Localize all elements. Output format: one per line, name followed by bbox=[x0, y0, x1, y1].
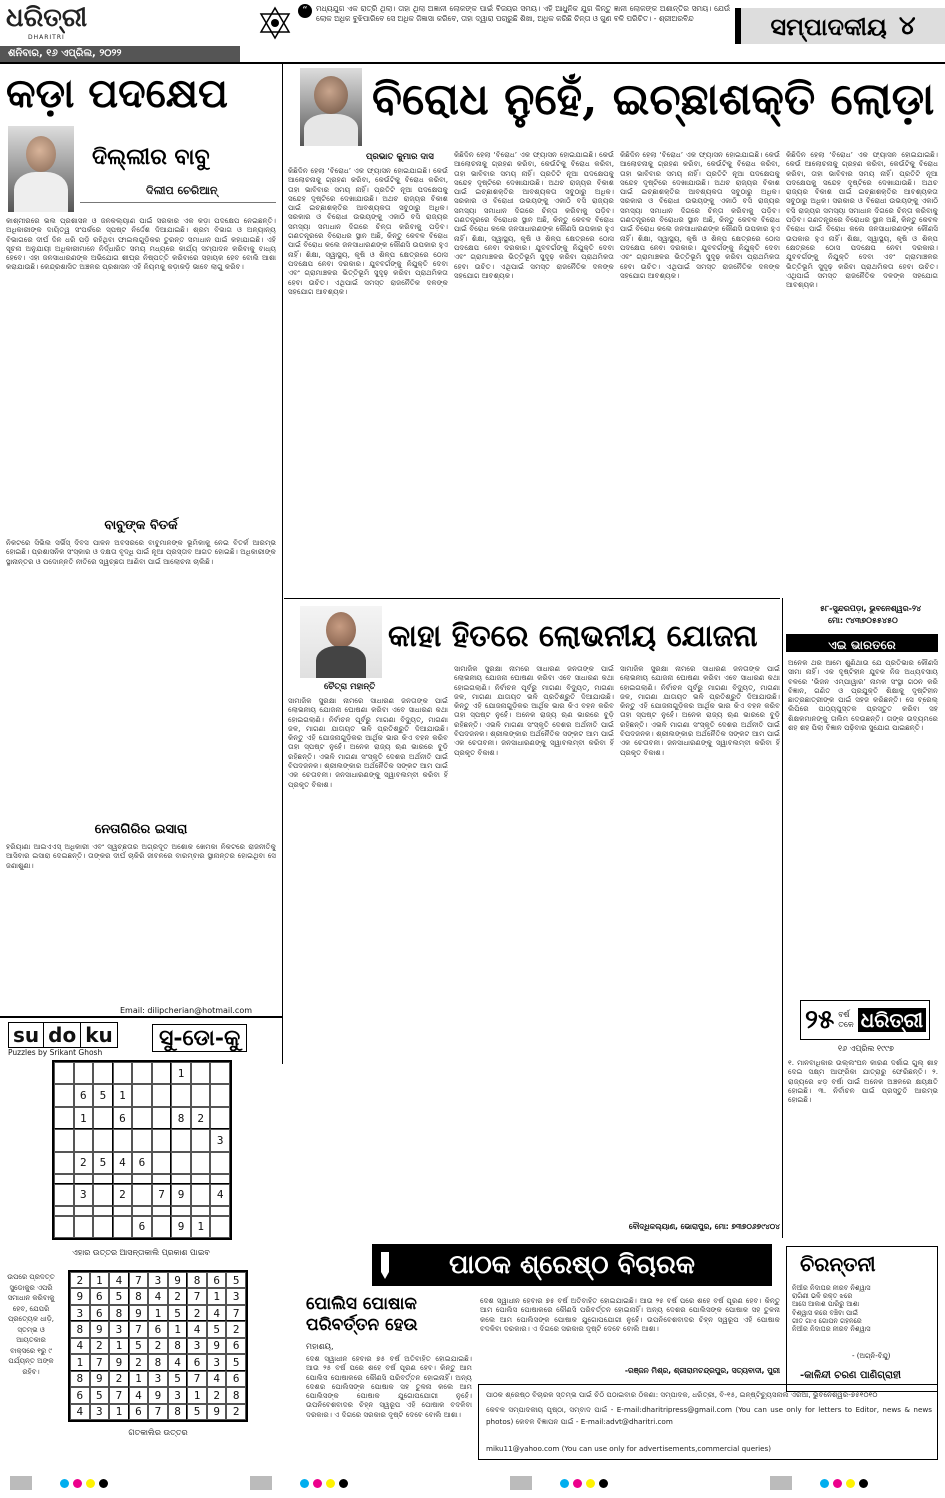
sudoku-cell bbox=[152, 1174, 172, 1183]
solution-cell: 8 bbox=[148, 1354, 168, 1370]
registration-swatch bbox=[73, 1479, 82, 1488]
ei-bharatare-title: ଏଇ ଭାରତରେ bbox=[828, 638, 896, 652]
registration-gray-bar bbox=[10, 1476, 32, 1490]
solution-cell: 8 bbox=[187, 1272, 207, 1288]
lead-headline: ବିରୋଧ ନୁହେଁ, ଇଚ୍ଛାଶକ୍ତି ଲୋଡ଼ା bbox=[372, 74, 935, 125]
sudoku-cell bbox=[191, 1129, 211, 1151]
sudoku-cell bbox=[171, 1206, 191, 1215]
lead-body-col-4: କିଛିଦିନ ହେଲା ‘ବିରୋଧ’ ଏକ ଫ୍ୟାସନ ହୋଇଯାଇଛି। କେଉଁ ଆଲୋଚନାକୁ ଗ୍ରହଣ କରିବା, କେଉଁଟିକୁ ବିରୋଧ କରିବା, ତାହା ଭାବିବାର ସମୟ ନାହିଁ। ପ୍ରତିଟି ନୂଆ ପଦକ୍ଷେପକୁ ସନ୍ଦେହ ଦୃଷ୍ଟିରେ ଦେଖାଯାଉଛି। ଅଥଚ ରାଜ୍ୟର ବିକାଶ ପାଇଁ ଇଚ୍ଛାଶକ୍ତିର ଆବଶ୍ୟକତା ସବୁଠାରୁ ଅଧିକ। ସରକାର ଓ ବିରୋଧୀ ଉଭୟଙ୍କୁ ଏକାଠି ବସି ରାଜ୍ୟର ସମସ୍ୟା ସମାଧାନ ଦିଗରେ ଚିନ୍ତା କରିବାକୁ ପଡ଼ିବ। ଗଣତନ୍ତ୍ରରେ ବିରୋଧର ସ୍ଥାନ ଅଛି, କିନ୍ତୁ କେବଳ ବିରୋଧ ପାଇଁ ବିରୋଧ କଲେ ଜନସାଧାରଣଙ୍କ କୌଣସି ଉପକାର ହୁଏ ନାହିଁ। ଶିକ୍ଷା, ସ୍ୱାସ୍ଥ୍ୟ, କୃଷି ଓ ଶିଳ୍ପ କ୍ଷେତ୍ରରେ ଠୋସ ପଦକ୍ଷେପ ନେବା ଦରକାର। ଯୁବବର୍ଗଙ୍କୁ ନିଯୁକ୍ତି ଦେବା ଏବଂ ଗ୍ରାମାଞ୍ଚଳର ଭିତ୍ତିଭୂମି ସୁଦୃଢ଼ କରିବା ପ୍ରାଥମିକତା ହେବା ଉଚିତ। ଏଥିପାଇଁ ସମସ୍ତ ରାଜନୈତିକ ଦଳଙ୍କ ସହଯୋଗ ଆବଶ୍ୟକ। bbox=[786, 150, 938, 290]
sudoku-cell bbox=[152, 1062, 172, 1084]
masthead-rule bbox=[0, 62, 945, 64]
column-sub-2: ନେତାଗିରିର ଇସାରା bbox=[94, 822, 188, 837]
solution-cell: 4 bbox=[207, 1305, 227, 1321]
solution-cell: 2 bbox=[226, 1321, 246, 1337]
registration-swatch bbox=[586, 1479, 595, 1488]
sudoku-brand-su: su bbox=[8, 1022, 44, 1048]
date-bar bbox=[0, 46, 240, 62]
sudoku-cell bbox=[191, 1174, 211, 1183]
solution-cell: 4 bbox=[70, 1338, 90, 1354]
contact-line-1: ପାଠକ ଶ୍ରେଷ୍ଠ ବିଚାରକ ସ୍ତମ୍ଭ ପାଇଁ ଚିଠି ପଠାଇବାର ଠିକଣା: ସମ୍ପାଦକ, ଧରିତ୍ରୀ, ବି-୧୫, ଇନ୍‌ଷ୍ଟିଚ୍ୟୁସନାଲ ଏରିଆ, ଭୁବନେଶ୍ୱର-୭୫୧୦୧୦ bbox=[486, 1390, 878, 1399]
sudoku-cell: 4 bbox=[113, 1152, 133, 1174]
sudoku-cell bbox=[210, 1084, 230, 1106]
sudoku-cell bbox=[93, 1107, 113, 1129]
solution-cell: 8 bbox=[168, 1338, 188, 1354]
solution-cell: 4 bbox=[109, 1272, 129, 1288]
solution-cell: 2 bbox=[90, 1338, 110, 1354]
solution-cell: 4 bbox=[187, 1321, 207, 1337]
quote-mark-icon: “ bbox=[298, 4, 312, 18]
registration-gray-bar bbox=[510, 1476, 532, 1490]
registration-swatch bbox=[573, 1479, 582, 1488]
sudoku-solution-grid bbox=[68, 1270, 248, 1422]
sudoku-note: ଏହାର ଉତ୍ତର ଆସନ୍ତାକାଲି ପ୍ରକାଶ ପାଇବ bbox=[72, 1248, 210, 1257]
sudoku-cell bbox=[152, 1216, 172, 1238]
chirantani-poet: -କାଳିନ୍ଦୀ ଚରଣ ପାଣିଗ୍ରାହୀ bbox=[800, 1370, 901, 1381]
left-column bbox=[0, 66, 282, 1076]
sudoku-brand-ku: ku bbox=[81, 1022, 118, 1048]
sudoku-cell bbox=[74, 1062, 94, 1084]
solution-cell: 2 bbox=[226, 1404, 246, 1420]
solution-cell: 9 bbox=[109, 1354, 129, 1370]
solution-cell: 6 bbox=[226, 1371, 246, 1387]
solution-cell: 7 bbox=[187, 1371, 207, 1387]
solution-cell: 2 bbox=[109, 1371, 129, 1387]
left-column-divider bbox=[282, 64, 283, 1064]
sudoku-cell bbox=[113, 1174, 133, 1183]
sudoku-cell bbox=[132, 1084, 152, 1106]
sudoku-cell bbox=[54, 1206, 74, 1215]
ei-bharatare-body: ଅନେକ ଥର ଆମେ ଶୁଣିଥାଉ ଯେ ପ୍ରତିଭାର କୌଣସି ସୀମା ନାହିଁ। ଏକ ଦୃଷ୍ଟିହୀନ ଯୁବକ ନିଜ ଅଧ୍ୟବସାୟ ବଳରେ ‘ଭିଜନ ଏମ୍ପାୱାର’ ନାମକ ସଂସ୍ଥା ଗଠନ କରି ବିଜ୍ଞାନ, ଗଣିତ ଓ ପ୍ରଯୁକ୍ତି ଶିକ୍ଷାକୁ ଦୃଷ୍ଟିହୀନ ଛାତ୍ରଛାତ୍ରୀଙ୍କ ପାଇଁ ସହଜ କରିଛନ୍ତି। ସେ ବ୍ରେଲ୍ ଲିପିରେ ପାଠ୍ୟପୁସ୍ତକ ପ୍ରସ୍ତୁତ କରିବା ସହ ଶିକ୍ଷକମାନଙ୍କୁ ତାଲିମ ଦେଉଛନ୍ତି। ତାଙ୍କ ଉଦ୍ୟମରେ ଶହ ଶହ ପିଲା ବିଜ୍ଞାନ ପଢ଼ିବାର ସୁଯୋଗ ପାଇଛନ୍ତି। bbox=[788, 658, 938, 733]
sudoku-cell: 3 bbox=[74, 1184, 94, 1206]
sudoku-cell bbox=[74, 1216, 94, 1238]
lead-body-col-3: କିଛିଦିନ ହେଲା ‘ବିରୋଧ’ ଏକ ଫ୍ୟାସନ ହୋଇଯାଇଛି। କେଉଁ ଆଲୋଚନାକୁ ଗ୍ରହଣ କରିବା, କେଉଁଟିକୁ ବିରୋଧ କରିବା, ତାହା ଭାବିବାର ସମୟ ନାହିଁ। ପ୍ରତିଟି ନୂଆ ପଦକ୍ଷେପକୁ ସନ୍ଦେହ ଦୃଷ୍ଟିରେ ଦେଖାଯାଉଛି। ଅଥଚ ରାଜ୍ୟର ବିକାଶ ପାଇଁ ଇଚ୍ଛାଶକ୍ତିର ଆବଶ୍ୟକତା ସବୁଠାରୁ ଅଧିକ। ସରକାର ଓ ବିରୋଧୀ ଉଭୟଙ୍କୁ ଏକାଠି ବସି ରାଜ୍ୟର ସମସ୍ୟା ସମାଧାନ ଦିଗରେ ଚିନ୍ତା କରିବାକୁ ପଡ଼ିବ। ଗଣତନ୍ତ୍ରରେ ବିରୋଧର ସ୍ଥାନ ଅଛି, କିନ୍ତୁ କେବଳ ବିରୋଧ ପାଇଁ ବିରୋଧ କଲେ ଜନସାଧାରଣଙ୍କ କୌଣସି ଉପକାର ହୁଏ ନାହିଁ। ଶିକ୍ଷା, ସ୍ୱାସ୍ଥ୍ୟ, କୃଷି ଓ ଶିଳ୍ପ କ୍ଷେତ୍ରରେ ଠୋସ ପଦକ୍ଷେପ ନେବା ଦରକାର। ଯୁବବର୍ଗଙ୍କୁ ନିଯୁକ୍ତି ଦେବା ଏବଂ ଗ୍ରାମାଞ୍ଚଳର ଭିତ୍ତିଭୂମି ସୁଦୃଢ଼ କରିବା ପ୍ରାଥମିକତା ହେବା ଉଚିତ। ଏଥିପାଇଁ ସମସ୍ତ ରାଜନୈତିକ ଦଳଙ୍କ ସହଯୋଗ ଆବଶ୍ୟକ। bbox=[620, 150, 780, 280]
sudoku-cell bbox=[113, 1062, 133, 1084]
solution-cell: 3 bbox=[90, 1404, 110, 1420]
solution-cell: 3 bbox=[148, 1371, 168, 1387]
column-body-1: କାଶ୍ମୀରରେ ଭଲ ପ୍ରଶାସନ ଓ ଜନକଲ୍ୟାଣ ପାଇଁ ସରକାର ଏକ କଡ଼ା ପଦକ୍ଷେପ ନେଇଛନ୍ତି। ଅଧିକାରୀଙ୍କ ଦାୟିତ୍ୱ ସଂପର୍କରେ ସ୍ପଷ୍ଟ ନିର୍ଦ୍ଦେଶ ଦିଆଯାଇଛି। ଶ୍ରମ ବିଭାଗ ଓ ଅନ୍ୟାନ୍ୟ ବିଭାଗରେ ଦୀର୍ଘ ଦିନ ଧରି ପଡ଼ି ରହିଥିବା ଫାଇଲଗୁଡ଼ିକର ତୁରନ୍ତ ସମାଧାନ ପାଇଁ କହାଯାଇଛି। ଏହି ସୂଚନା ଅନୁଯାୟୀ ଅଧିକାରୀମାନେ ନିର୍ଦ୍ଧାରିତ ସମୟ ମଧ୍ୟରେ କାର୍ଯ୍ୟ ସମ୍ପାଦନ କରିବାକୁ ବାଧ୍ୟ ହେବେ। ଏହା ଜନସାଧାରଣଙ୍କ ଅଭିଯୋଗ ଶୀଘ୍ର ନିଷ୍ପତ୍ତି କରିବାରେ ସହାୟକ ହେବ ବୋଲି ଆଶା କରାଯାଉଛି। କେନ୍ଦ୍ରଶାସିତ ଅଞ୍ଚଳର ପ୍ରଶାସନ ଏହି ନିୟମକୁ କଡ଼ାକଡ଼ି ଭାବେ ଲାଗୁ କରିବ। bbox=[6, 216, 276, 272]
sudoku-cell bbox=[74, 1174, 94, 1183]
second-author-photo bbox=[300, 606, 382, 678]
solution-cell: 5 bbox=[129, 1338, 149, 1354]
solution-cell: 1 bbox=[148, 1305, 168, 1321]
solution-cell: 6 bbox=[148, 1321, 168, 1337]
solution-cell: 8 bbox=[109, 1305, 129, 1321]
sudoku-cell bbox=[93, 1062, 113, 1084]
second-headline: କାହା ହିତରେ ଲୋଭନୀୟ ଯୋଜନା bbox=[388, 619, 758, 654]
sudoku-cell bbox=[191, 1084, 211, 1106]
solution-cell: 4 bbox=[70, 1404, 90, 1420]
registration-swatch bbox=[599, 1479, 608, 1488]
section-title: ସମ୍ପାଦକୀୟ bbox=[770, 11, 887, 41]
second-body-col-1: ସାମାଜିକ ସୁରକ୍ଷା ନାମରେ ସାଧାରଣ ଜନତାଙ୍କ ପାଇଁ ଲୋଭନୀୟ ଯୋଜନା ଘୋଷଣା କରିବା ଏବେ ସାଧାରଣ କଥା ହୋଇଗଲାଣି। ନିର୍ବାଚନ ପୂର୍ବରୁ ମାଗଣା ବିଦ୍ୟୁତ୍, ମାଗଣା ଜଳ, ମାଗଣା ଯାତାୟତ ଭଳି ପ୍ରତିଶ୍ରୁତି ଦିଆଯାଉଛି। କିନ୍ତୁ ଏହି ଯୋଜନାଗୁଡ଼ିକର ଆର୍ଥିକ ଭାର କିଏ ବହନ କରିବ ତାହା ସ୍ପଷ୍ଟ ନୁହେଁ। ଅନେକ ରାଜ୍ୟ ଋଣ ଭାରରେ ବୁଡ଼ି ରହିଛନ୍ତି। ଏଭଳି ମାଗଣା ସଂସ୍କୃତି ଦେଶର ଅର୍ଥନୀତି ପାଇଁ ବିପଦଜନକ। ଶ୍ରୀଲଙ୍କାର ଅର୍ଥନୈତିକ ସଙ୍କଟ ଆମ ପାଇଁ ଏକ ଚେତାବନୀ। ଜନସାଧାରଣଙ୍କୁ ସ୍ୱାବଲମ୍ବୀ କରିବା ହିଁ ପ୍ରକୃତ ବିକାଶ। bbox=[288, 696, 448, 789]
sudoku-cell: 9 bbox=[171, 1216, 191, 1238]
solution-cell: 6 bbox=[70, 1387, 90, 1403]
sudoku-cell bbox=[113, 1129, 133, 1151]
column-email: Email: dilipcherian@hotmail.com bbox=[120, 1006, 253, 1015]
sudoku-cell bbox=[152, 1152, 172, 1174]
archive-label: ବର୍ଷ ତଳେ bbox=[838, 1010, 854, 1029]
sudoku-cell bbox=[191, 1206, 211, 1215]
ei-bharatare-title-box bbox=[786, 634, 938, 652]
second-body-col-2: ସାମାଜିକ ସୁରକ୍ଷା ନାମରେ ସାଧାରଣ ଜନତାଙ୍କ ପାଇଁ ଲୋଭନୀୟ ଯୋଜନା ଘୋଷଣା କରିବା ଏବେ ସାଧାରଣ କଥା ହୋଇଗଲାଣି। ନିର୍ବାଚନ ପୂର୍ବରୁ ମାଗଣା ବିଦ୍ୟୁତ୍, ମାଗଣା ଜଳ, ମାଗଣା ଯାତାୟତ ଭଳି ପ୍ରତିଶ୍ରୁତି ଦିଆଯାଉଛି। କିନ୍ତୁ ଏହି ଯୋଜନାଗୁଡ଼ିକର ଆର୍ଥିକ ଭାର କିଏ ବହନ କରିବ ତାହା ସ୍ପଷ୍ଟ ନୁହେଁ। ଅନେକ ରାଜ୍ୟ ଋଣ ଭାରରେ ବୁଡ଼ି ରହିଛନ୍ତି। ଏଭଳି ମାଗଣା ସଂସ୍କୃତି ଦେଶର ଅର୍ଥନୀତି ପାଇଁ ବିପଦଜନକ। ଶ୍ରୀଲଙ୍କାର ଅର୍ଥନୈତିକ ସଙ୍କଟ ଆମ ପାଇଁ ଏକ ଚେତାବନୀ। ଜନସାଧାରଣଙ୍କୁ ସ୍ୱାବଲମ୍ବୀ କରିବା ହିଁ ପ୍ରକୃତ ବିକାଶ। bbox=[454, 664, 614, 757]
sudoku-cell bbox=[74, 1206, 94, 1215]
registration-swatch bbox=[820, 1479, 829, 1488]
registration-swatch bbox=[313, 1479, 322, 1488]
sudoku-cell bbox=[54, 1084, 74, 1106]
solution-cell: 9 bbox=[207, 1404, 227, 1420]
lead-sign-phone: ମୋ: ୯୪୩୭୦୫୫୪୫୦ bbox=[828, 616, 898, 625]
sudoku-cell bbox=[113, 1216, 133, 1238]
sudoku-cell bbox=[54, 1107, 74, 1129]
archive-years: ୨୫ bbox=[805, 1004, 835, 1035]
solution-cell: 9 bbox=[207, 1338, 227, 1354]
letter-sign: -ରଞ୍ଜନ ମିଶ୍ର, ଶ୍ରୀରାମଚନ୍ଦ୍ରପୁର, ସତ୍ୟବାଦୀ, ପୁରୀ bbox=[624, 1366, 780, 1375]
solution-cell: 7 bbox=[187, 1288, 207, 1304]
sudoku-cell bbox=[210, 1174, 230, 1183]
sudoku-cell bbox=[191, 1152, 211, 1174]
registration-swatch bbox=[859, 1479, 868, 1488]
date-text: ଶନିବାର, ୧୬ ଏପ୍ରିଲ, ୨୦୨୨ bbox=[8, 48, 122, 59]
solution-cell: 2 bbox=[168, 1288, 188, 1304]
solution-cell: 5 bbox=[90, 1387, 110, 1403]
sudoku-cell bbox=[132, 1174, 152, 1183]
sudoku-cell: 5 bbox=[93, 1084, 113, 1106]
solution-cell: 5 bbox=[109, 1288, 129, 1304]
solution-cell: 6 bbox=[129, 1404, 149, 1420]
sudoku-cell: 3 bbox=[210, 1129, 230, 1151]
column-author: ଦିଲୀପ ଚେରିଆନ୍ bbox=[146, 184, 218, 197]
solution-cell: 5 bbox=[207, 1321, 227, 1337]
solution-cell: 8 bbox=[168, 1404, 188, 1420]
pen-icon bbox=[376, 1250, 394, 1280]
solution-cell: 9 bbox=[90, 1371, 110, 1387]
archive-body: ୧. ମାନବାଧିକାର ଉଲ୍ଲଂଘନ କାରଣ ଦର୍ଶାଇ ଗୁଲ୍‌ ଶାହ ଦେଇ ସକ୍ଷ୍ମ ଆଫ୍ରିକା ଯାତ୍ରାରୁ ଫେରିଛନ୍ତି। ୨. ରାଜ୍ୟରେ ଝଡ଼ ବର୍ଷା ପାଇଁ ଅନେକ ଅଞ୍ଚଳରେ କ୍ଷୟକ୍ଷତି ହୋଇଛି। ୩. ନିର୍ବାଚନ ପାଇଁ ପ୍ରସ୍ତୁତି ଆରମ୍ଭ ହୋଇଛି। bbox=[788, 1058, 938, 1105]
sudoku-cell bbox=[93, 1184, 113, 1206]
archive-logo: ଧରିତ୍ରୀ bbox=[858, 1008, 926, 1032]
solution-cell: 4 bbox=[207, 1371, 227, 1387]
sudoku-cell bbox=[74, 1129, 94, 1151]
sudoku-cell bbox=[54, 1062, 74, 1084]
lead-author: ପ୍ରଭାତ କୁମାର ଦାସ bbox=[366, 152, 434, 162]
solution-cell: 7 bbox=[129, 1321, 149, 1337]
solution-cell: 9 bbox=[90, 1321, 110, 1337]
solution-cell: 3 bbox=[187, 1338, 207, 1354]
solution-cell: 4 bbox=[148, 1288, 168, 1304]
lead-body-col-2: କିଛିଦିନ ହେଲା ‘ବିରୋଧ’ ଏକ ଫ୍ୟାସନ ହୋଇଯାଇଛି। କେଉଁ ଆଲୋଚନାକୁ ଗ୍ରହଣ କରିବା, କେଉଁଟିକୁ ବିରୋଧ କରିବା, ତାହା ଭାବିବାର ସମୟ ନାହିଁ। ପ୍ରତିଟି ନୂଆ ପଦକ୍ଷେପକୁ ସନ୍ଦେହ ଦୃଷ୍ଟିରେ ଦେଖାଯାଉଛି। ଅଥଚ ରାଜ୍ୟର ବିକାଶ ପାଇଁ ଇଚ୍ଛାଶକ୍ତିର ଆବଶ୍ୟକତା ସବୁଠାରୁ ଅଧିକ। ସରକାର ଓ ବିରୋଧୀ ଉଭୟଙ୍କୁ ଏକାଠି ବସି ରାଜ୍ୟର ସମସ୍ୟା ସମାଧାନ ଦିଗରେ ଚିନ୍ତା କରିବାକୁ ପଡ଼ିବ। ଗଣତନ୍ତ୍ରରେ ବିରୋଧର ସ୍ଥାନ ଅଛି, କିନ୍ତୁ କେବଳ ବିରୋଧ ପାଇଁ ବିରୋଧ କଲେ ଜନସାଧାରଣଙ୍କ କୌଣସି ଉପକାର ହୁଏ ନାହିଁ। ଶିକ୍ଷା, ସ୍ୱାସ୍ଥ୍ୟ, କୃଷି ଓ ଶିଳ୍ପ କ୍ଷେତ୍ରରେ ଠୋସ ପଦକ୍ଷେପ ନେବା ଦରକାର। ଯୁବବର୍ଗଙ୍କୁ ନିଯୁକ୍ତି ଦେବା ଏବଂ ଗ୍ରାମାଞ୍ଚଳର ଭିତ୍ତିଭୂମି ସୁଦୃଢ଼ କରିବା ପ୍ରାଥମିକତା ହେବା ଉଚିତ। ଏଥିପାଇଁ ସମସ୍ତ ରାଜନୈତିକ ଦଳଙ୍କ ସହଯୋଗ ଆବଶ୍ୟକ। bbox=[454, 150, 614, 280]
sudoku-top-rule bbox=[0, 1016, 282, 1018]
solution-cell: 5 bbox=[168, 1305, 188, 1321]
sudoku-brand-do: do bbox=[44, 1022, 81, 1048]
quote-text: ମଧ୍ୟଯୁଗ ଏକ ରାତ୍ରି ଥିଲା। ତାହା ଥିଲା ଅଜ୍ଞାନୀ ଲୋକଙ୍କ ପାଇଁ ବିଜୟର ସମୟ। ଏହି ଆଧୁନିକ ଯୁଗ କିନ୍ତୁ ଜ୍ଞାନୀ ଲୋକଙ୍କ ଅଶାନ୍ତିର ସମୟ। ଯେଉଁ ଲୋକ ଅଧିକ ବୁଝିପାରିବେ ସେ ଅଧିକ ଜିଜ୍ଞାସା କରିବେ, ତାହା ଦ୍ୱାରା ପଚାରୁଛି ଶିଖା, ଅଧିକ କରିଛି ଚିନ୍ତା ଓ ଗୁଣ ବଳି ପରିଚିତ। - ଶ୍ରୀଅରବିନ୍ଦ bbox=[316, 4, 730, 23]
registration-swatch bbox=[300, 1479, 309, 1488]
solution-cell: 2 bbox=[148, 1338, 168, 1354]
solution-cell: 1 bbox=[129, 1371, 149, 1387]
sudoku-cell: 8 bbox=[171, 1107, 191, 1129]
solution-cell: 8 bbox=[70, 1371, 90, 1387]
reader-banner bbox=[372, 1244, 772, 1286]
sudoku-cell: 6 bbox=[74, 1084, 94, 1106]
solution-cell: 9 bbox=[70, 1288, 90, 1304]
solution-cell: 1 bbox=[109, 1404, 129, 1420]
sudoku-cell bbox=[93, 1129, 113, 1151]
registration-swatch bbox=[846, 1479, 855, 1488]
byline-rule bbox=[80, 202, 276, 203]
solution-cell: 6 bbox=[207, 1272, 227, 1288]
solution-cell: 5 bbox=[187, 1404, 207, 1420]
solution-cell: 7 bbox=[226, 1305, 246, 1321]
logo-text: ଧରିତ୍ରୀ bbox=[6, 3, 88, 33]
sudoku-cell bbox=[152, 1206, 172, 1215]
solution-cell: 2 bbox=[207, 1387, 227, 1403]
lead-author-photo bbox=[300, 68, 362, 146]
registration-gray-bar bbox=[770, 1476, 792, 1490]
sudoku-cell bbox=[54, 1216, 74, 1238]
sudoku-cell: 5 bbox=[93, 1152, 113, 1174]
solution-cell: 3 bbox=[226, 1288, 246, 1304]
solution-cell: 3 bbox=[70, 1305, 90, 1321]
registration-swatch bbox=[560, 1479, 569, 1488]
sudoku-cell: 7 bbox=[152, 1184, 172, 1206]
solution-cell: 7 bbox=[109, 1387, 129, 1403]
quote-block bbox=[298, 4, 730, 48]
solution-cell: 3 bbox=[109, 1321, 129, 1337]
registration-swatch bbox=[339, 1479, 348, 1488]
solution-cell: 3 bbox=[207, 1354, 227, 1370]
logo-sub: DHARITRI bbox=[28, 34, 65, 41]
sudoku-cell bbox=[152, 1129, 172, 1151]
sudoku-instructions: ଉପରେ ପ୍ରଦତ୍ତ ସୁଡୋକୁର ଏପରି ସମାଧାନ କରିବାକୁ ହେବ, ଯେପରି ପ୍ରତ୍ୟେକ ଧାଡ଼ି, ସ୍ତମ୍ଭ ଓ ଆୟତକାର ବାକ୍ସରେ ୧ରୁ ୯ ପର୍ଯ୍ୟନ୍ତ ଅଙ୍କ ରହିବ। bbox=[7, 1273, 55, 1376]
second-author: ଚୈତ୍ରା ମହାନ୍ତି bbox=[324, 682, 376, 692]
page-number: ୪ bbox=[898, 10, 916, 41]
contact-line-3: miku11@yahoo.com (You can use only for advertisements,commercial queries) bbox=[486, 1444, 772, 1453]
registration-swatch bbox=[99, 1479, 108, 1488]
sudoku-cell bbox=[132, 1129, 152, 1151]
sudoku-cell bbox=[210, 1107, 230, 1129]
sudoku-cell: 1 bbox=[74, 1107, 94, 1129]
sudoku-puzzle-grid bbox=[52, 1060, 232, 1240]
solution-cell: 9 bbox=[168, 1272, 188, 1288]
solution-cell: 2 bbox=[70, 1272, 90, 1288]
contact-line-2: କେବଳ ସମ୍ପାଦକୀୟ ପୃଷ୍ଠା, ସମ୍ବାଦ ପାଇଁ - E-mail:dharitripress@gmail.com (You can use only for letters to Editor, news & news photos) କେବଳ ବିଜ୍ଞାପନ ପାଇଁ - E-mail:advt@dharitri.com bbox=[486, 1405, 932, 1426]
letter-salute: ମହାଶୟ, bbox=[306, 1342, 334, 1351]
registration-swatch bbox=[326, 1479, 335, 1488]
solution-cell: 1 bbox=[90, 1272, 110, 1288]
chirantani-source: - (ଅଗ୍ନି-ବିନ୍ଦୁ) bbox=[852, 1352, 891, 1360]
sudoku-cell bbox=[171, 1084, 191, 1106]
chirantani-title: ଚିରନ୍ତନୀ bbox=[800, 1252, 876, 1276]
sudoku-byline: Puzzles by Srikant Ghosh bbox=[8, 1048, 103, 1057]
sudoku-cell: 1 bbox=[171, 1062, 191, 1084]
reader-banner-text: ପାଠକ ଶ୍ରେଷ୍ଠ ବିଚାରକ bbox=[448, 1249, 696, 1280]
section-label bbox=[735, 8, 945, 44]
right-column-divider bbox=[782, 598, 783, 1238]
registration-gray-bar bbox=[250, 1476, 272, 1490]
sudoku-cell bbox=[171, 1129, 191, 1151]
sudoku-cell bbox=[171, 1152, 191, 1174]
solution-cell: 5 bbox=[168, 1371, 188, 1387]
sudoku-cell bbox=[93, 1174, 113, 1183]
solution-cell: 5 bbox=[226, 1272, 246, 1288]
dharitri-logo bbox=[6, 2, 96, 52]
sudoku-brand-odia: ସୁ-ଡୋ-କୁ bbox=[152, 1024, 247, 1052]
solution-cell: 1 bbox=[70, 1354, 90, 1370]
solution-cell: 6 bbox=[90, 1288, 110, 1304]
sudoku-cell bbox=[132, 1184, 152, 1206]
sudoku-brand bbox=[8, 1022, 118, 1048]
sudoku-cell bbox=[54, 1129, 74, 1151]
sudoku-cell: 6 bbox=[113, 1107, 133, 1129]
sudoku-cell bbox=[210, 1062, 230, 1084]
letter-title: ପୋଲିସ ପୋଷାକ ପରିବର୍ତ୍ତନ ହେଉ bbox=[306, 1294, 418, 1335]
lead-body-col-1: କିଛିଦିନ ହେଲା ‘ବିରୋଧ’ ଏକ ଫ୍ୟାସନ ହୋଇଯାଇଛି। କେଉଁ ଆଲୋଚନାକୁ ଗ୍ରହଣ କରିବା, କେଉଁଟିକୁ ବିରୋଧ କରିବା, ତାହା ଭାବିବାର ସମୟ ନାହିଁ। ପ୍ରତିଟି ନୂଆ ପଦକ୍ଷେପକୁ ସନ୍ଦେହ ଦୃଷ୍ଟିରେ ଦେଖାଯାଉଛି। ଅଥଚ ରାଜ୍ୟର ବିକାଶ ପାଇଁ ଇଚ୍ଛାଶକ୍ତିର ଆବଶ୍ୟକତା ସବୁଠାରୁ ଅଧିକ। ସରକାର ଓ ବିରୋଧୀ ଉଭୟଙ୍କୁ ଏକାଠି ବସି ରାଜ୍ୟର ସମସ୍ୟା ସମାଧାନ ଦିଗରେ ଚିନ୍ତା କରିବାକୁ ପଡ଼ିବ। ଗଣତନ୍ତ୍ରରେ ବିରୋଧର ସ୍ଥାନ ଅଛି, କିନ୍ତୁ କେବଳ ବିରୋଧ ପାଇଁ ବିରୋଧ କଲେ ଜନସାଧାରଣଙ୍କ କୌଣସି ଉପକାର ହୁଏ ନାହିଁ। ଶିକ୍ଷା, ସ୍ୱାସ୍ଥ୍ୟ, କୃଷି ଓ ଶିଳ୍ପ କ୍ଷେତ୍ରରେ ଠୋସ ପଦକ୍ଷେପ ନେବା ଦରକାର। ଯୁବବର୍ଗଙ୍କୁ ନିଯୁକ୍ତି ଦେବା ଏବଂ ଗ୍ରାମାଞ୍ଚଳର ଭିତ୍ତିଭୂମି ସୁଦୃଢ଼ କରିବା ପ୍ରାଥମିକତା ହେବା ଉଚିତ। ଏଥିପାଇଁ ସମସ୍ତ ରାଜନୈତିକ ଦଳଙ୍କ ସହଯୋଗ ଆବଶ୍ୟକ। bbox=[288, 166, 448, 296]
sudoku-cell: 9 bbox=[171, 1184, 191, 1206]
sudoku-cell bbox=[152, 1084, 172, 1106]
registration-swatch bbox=[60, 1479, 69, 1488]
sudoku-cell bbox=[132, 1107, 152, 1129]
letter-body-col-2: ଦେଶ ସ୍ୱାଧୀନ ହେବାର ୭୫ ବର୍ଷ ଅତିବାହିତ ହୋଇଯାଇଛି। ଆଉ ୨୫ ବର୍ଷ ପରେ ଶହେ ବର୍ଷ ପୂରଣ ହେବ। କିନ୍ତୁ ଆମ ପୋଲିସ ପୋଷାକରେ କୌଣସି ପରିବର୍ତ୍ତନ ହୋଇନାହିଁ। ଅନ୍ୟ ଦେଶର ପୋଲିସଙ୍କ ପୋଷାକ ସହ ତୁଳନା କଲେ ଆମ ପୋଲିସଙ୍କ ପୋଷାକ ଯୁଗୋପଯୋଗୀ ନୁହେଁ। ଉପନିବେଶବାଦର ଚିହ୍ନ ସ୍ୱରୂପ ଏହି ପୋଷାକ ବଦଳିବା ଦରକାର। ଏ ଦିଗରେ ସରକାର ଦୃଷ୍ଟି ଦେବେ ବୋଲି ଆଶା। bbox=[480, 1296, 780, 1333]
sudoku-cell bbox=[54, 1174, 74, 1183]
lead-sign-address: ୫୮-ସୁନ୍ଦରପଡ଼ା, ଭୁବନେଶ୍ୱର-୨୪ bbox=[820, 604, 922, 613]
sudoku-cell: 4 bbox=[210, 1184, 230, 1206]
sudoku-cell: 2 bbox=[191, 1107, 211, 1129]
solution-cell: 1 bbox=[109, 1338, 129, 1354]
star-emblem-icon bbox=[258, 6, 292, 40]
chirantani-poem: ନିଆଁର ନିଦାଘର ନୀରବ ନିଶ୍ୱାସ ରାଗିଣୀ ଭଳି ରକ୍ତ ଝରେ ଆସେ ଆକାଶ ପାରିରୁ ଆଶା ବିଶ୍ୱାସ କରେ ବଞ୍ଚିବା ପାଇଁ ଗୀତ ଗାଏ ଗୋପନ ଗହନରେ ନିଆଁର ନିଦାଘର ନୀରବ ନିଶ୍ୱାସ bbox=[792, 1284, 871, 1334]
solution-cell: 1 bbox=[168, 1321, 188, 1337]
registration-swatch bbox=[86, 1479, 95, 1488]
letter-body-col-1: ଦେଶ ସ୍ୱାଧୀନ ହେବାର ୭୫ ବର୍ଷ ଅତିବାହିତ ହୋଇଯାଇଛି। ଆଉ ୨୫ ବର୍ଷ ପରେ ଶହେ ବର୍ଷ ପୂରଣ ହେବ। କିନ୍ତୁ ଆମ ପୋଲିସ ପୋଷାକରେ କୌଣସି ପରିବର୍ତ୍ତନ ହୋଇନାହିଁ। ଅନ୍ୟ ଦେଶର ପୋଲିସଙ୍କ ପୋଷାକ ସହ ତୁଳନା କଲେ ଆମ ପୋଲିସଙ୍କ ପୋଷାକ ଯୁଗୋପଯୋଗୀ ନୁହେଁ। ଉପନିବେଶବାଦର ଚିହ୍ନ ସ୍ୱରୂପ ଏହି ପୋଷାକ ବଦଳିବା ଦରକାର। ଏ ଦିଗରେ ସରକାର ଦୃଷ୍ଟି ଦେବେ ବୋଲି ଆଶା। bbox=[306, 1354, 472, 1419]
solution-cell: 2 bbox=[129, 1354, 149, 1370]
sudoku-cell bbox=[191, 1062, 211, 1084]
solution-cell: 5 bbox=[226, 1354, 246, 1370]
solution-cell: 6 bbox=[187, 1354, 207, 1370]
solution-cell: 3 bbox=[148, 1272, 168, 1288]
solution-cell: 8 bbox=[129, 1288, 149, 1304]
solution-cell: 8 bbox=[70, 1321, 90, 1337]
registration-marks bbox=[0, 1472, 945, 1496]
sudoku-cell: 1 bbox=[191, 1216, 211, 1238]
column-sub-1: ବାବୁଙ୍କ ବିତର୍କ bbox=[104, 518, 178, 533]
sudoku-cell bbox=[132, 1206, 152, 1215]
solution-cell: 1 bbox=[207, 1288, 227, 1304]
solution-cell: 6 bbox=[226, 1338, 246, 1354]
archive-badge bbox=[800, 1000, 930, 1040]
solution-cell: 9 bbox=[129, 1305, 149, 1321]
sudoku-cell bbox=[210, 1206, 230, 1215]
sudoku-cell bbox=[210, 1216, 230, 1238]
archive-date: ୧୬ ଏପ୍ରିଲ ୧୯୯୭ bbox=[838, 1044, 894, 1053]
solution-cell: 2 bbox=[187, 1305, 207, 1321]
second-article-rule bbox=[284, 598, 780, 599]
sudoku-cell bbox=[113, 1206, 133, 1215]
second-body-col-3: ସାମାଜିକ ସୁରକ୍ଷା ନାମରେ ସାଧାରଣ ଜନତାଙ୍କ ପାଇଁ ଲୋଭନୀୟ ଯୋଜନା ଘୋଷଣା କରିବା ଏବେ ସାଧାରଣ କଥା ହୋଇଗଲାଣି। ନିର୍ବାଚନ ପୂର୍ବରୁ ମାଗଣା ବିଦ୍ୟୁତ୍, ମାଗଣା ଜଳ, ମାଗଣା ଯାତାୟତ ଭଳି ପ୍ରତିଶ୍ରୁତି ଦିଆଯାଉଛି। କିନ୍ତୁ ଏହି ଯୋଜନାଗୁଡ଼ିକର ଆର୍ଥିକ ଭାର କିଏ ବହନ କରିବ ତାହା ସ୍ପଷ୍ଟ ନୁହେଁ। ଅନେକ ରାଜ୍ୟ ଋଣ ଭାରରେ ବୁଡ଼ି ରହିଛନ୍ତି। ଏଭଳି ମାଗଣା ସଂସ୍କୃତି ଦେଶର ଅର୍ଥନୀତି ପାଇଁ ବିପଦଜନକ। ଶ୍ରୀଲଙ୍କାର ଅର୍ଥନୈତିକ ସଙ୍କଟ ଆମ ପାଇଁ ଏକ ଚେତାବନୀ। ଜନସାଧାରଣଙ୍କୁ ସ୍ୱାବଲମ୍ବୀ କରିବା ହିଁ ପ୍ରକୃତ ବିକାଶ। bbox=[620, 664, 780, 757]
sudoku-cell bbox=[152, 1107, 172, 1129]
solution-cell: 7 bbox=[148, 1404, 168, 1420]
masthead bbox=[0, 0, 945, 62]
solution-caption: ଗତକାଲିର ଉତ୍ତର bbox=[128, 1428, 188, 1437]
solution-cell: 3 bbox=[168, 1387, 188, 1403]
column-body-2: ନିକଟରେ ସିଭିଲ ସର୍ଭିସ୍ ଦିବସ ପାଳନ ଅବସରରେ ବାବୁମାନଙ୍କ ଭୂମିକାକୁ ନେଇ ବିତର୍କ ଆରମ୍ଭ ହୋଇଛି। ପ୍ରଶାସନିକ ସଂସ୍କାର ଓ ଦକ୍ଷତା ବୃଦ୍ଧି ପାଇଁ ନୂଆ ପ୍ରସ୍ତାବ ଆଗତ ହୋଇଛି। ଅଧିକାରୀଙ୍କ ସ୍ଥାନାନ୍ତର ଓ ପଦୋନ୍ନତି ନୀତିରେ ସ୍ୱଚ୍ଛତା ଆଣିବା ପାଇଁ ଆଲୋଚନା ଚାଲିଛି। bbox=[6, 538, 276, 566]
solution-cell: 7 bbox=[90, 1354, 110, 1370]
sudoku-cell bbox=[210, 1152, 230, 1174]
sudoku-cell: 2 bbox=[74, 1152, 94, 1174]
sudoku-cell bbox=[93, 1216, 113, 1238]
sudoku-cell: 2 bbox=[113, 1184, 133, 1206]
solution-cell: 1 bbox=[187, 1387, 207, 1403]
sudoku-cell bbox=[54, 1184, 74, 1206]
second-sign: ବୌଦ୍ଧିକଲ୍ୟାଣ, ଭୋରାପୁର, ମୋ: ୭୩୭୦୬୭୯୪୦୪ bbox=[628, 1222, 780, 1231]
author-photo bbox=[8, 126, 74, 212]
solution-cell: 7 bbox=[129, 1272, 149, 1288]
sudoku-cell bbox=[171, 1174, 191, 1183]
column-title: କଡ଼ା ପଦକ୍ଷେପ bbox=[6, 70, 228, 117]
column-subtitle: ଦିଲ୍ଲୀର ବାବୁ bbox=[92, 144, 210, 170]
column-body-3: ହରିୟାଣା ଆଇଏଏସ୍ ଅଧିକାରୀ ଏବଂ ସ୍ୱଚ୍ଛତାର ଅଗ୍ରଦୂତ ଅଶୋକ ଖେମକା ନିକଟରେ ରାଜନୀତିକୁ ଆସିବାର ଇସାରା ଦେଇଛନ୍ତି। ତାଙ୍କର ଦୀର୍ଘ ଚାକିରି ଜୀବନରେ ବାରମ୍ବାର ସ୍ଥାନାନ୍ତର ହୋଇଥିବା ସେ ଜଣାଶୁଣା। bbox=[6, 842, 276, 870]
sudoku-cell: 1 bbox=[113, 1084, 133, 1106]
registration-swatch bbox=[833, 1479, 842, 1488]
sudoku-cell bbox=[93, 1206, 113, 1215]
sudoku-cell: 6 bbox=[132, 1152, 152, 1174]
solution-cell: 4 bbox=[129, 1387, 149, 1403]
solution-cell: 8 bbox=[226, 1387, 246, 1403]
sudoku-cell bbox=[54, 1152, 74, 1174]
solution-cell: 4 bbox=[168, 1354, 188, 1370]
sudoku-cell: 6 bbox=[132, 1216, 152, 1238]
sudoku-cell bbox=[132, 1062, 152, 1084]
sudoku-cell bbox=[191, 1184, 211, 1206]
solution-cell: 6 bbox=[90, 1305, 110, 1321]
solution-cell: 9 bbox=[148, 1387, 168, 1403]
